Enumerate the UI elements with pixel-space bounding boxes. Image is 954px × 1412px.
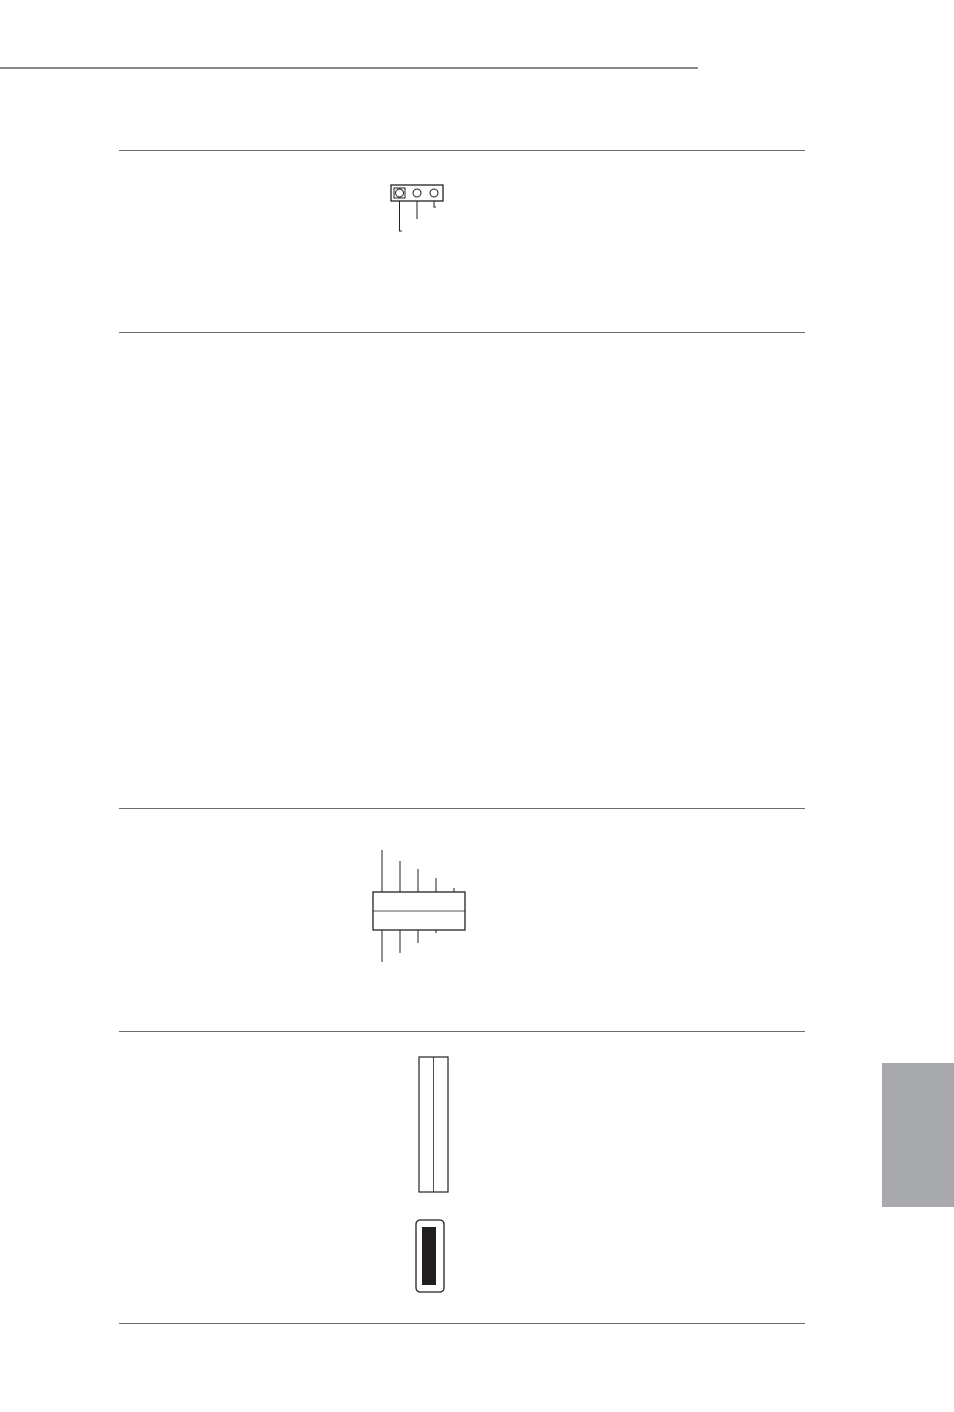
sata-connectors-diagram — [375, 345, 485, 765]
header-rule — [0, 67, 698, 69]
language-tab — [882, 1063, 954, 1207]
section-divider — [119, 332, 805, 333]
pled-header-diagram — [380, 180, 490, 240]
section-divider — [119, 1031, 805, 1032]
section-divider — [119, 1323, 805, 1324]
section-divider — [119, 808, 805, 809]
usb2-header-diagram — [360, 835, 500, 980]
usb3-8-connector — [414, 1218, 448, 1298]
section-divider — [119, 150, 805, 151]
usb3-header-diagram — [345, 1053, 525, 1208]
